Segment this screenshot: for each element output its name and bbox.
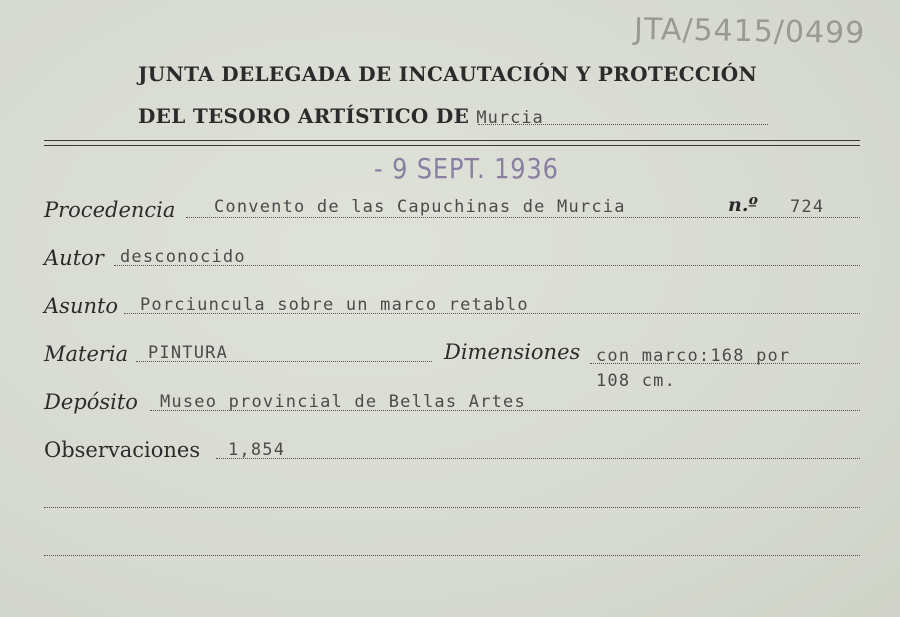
dimensiones-value-line-2: 108 cm.	[596, 371, 677, 391]
header-line-1: JUNTA DELEGADA DE INCAUTACIÓN Y PROTECCIÓN	[138, 62, 758, 86]
deposito-label: Depósito	[44, 390, 138, 414]
date-stamp: - 9 SEPT. 1936	[374, 152, 559, 185]
dimensiones-value-line-1: con marco:168 por	[596, 346, 791, 366]
observaciones-dotted-line	[216, 458, 860, 459]
reference-number: JTA/5415/0499	[633, 11, 866, 52]
header-line-2-prefix: DEL TESORO ARTÍSTICO DE	[138, 104, 470, 128]
blank-dotted-line	[44, 555, 860, 556]
procedencia-dotted-line	[186, 217, 860, 218]
autor-value: desconocido	[120, 247, 246, 267]
asunto-value: Porciuncula sobre un marco retablo	[140, 295, 529, 315]
procedencia-label: Procedencia	[44, 198, 176, 222]
deposito-value: Museo provincial de Bellas Artes	[160, 392, 526, 412]
dimensiones-label: Dimensiones	[444, 340, 581, 364]
number-label: n.º	[728, 194, 758, 216]
header-place: Murcia	[476, 108, 544, 128]
asunto-label: Asunto	[44, 294, 119, 318]
procedencia-value: Convento de las Capuchinas de Murcia	[214, 197, 626, 217]
autor-label: Autor	[44, 246, 104, 270]
materia-value: PINTURA	[148, 343, 229, 363]
observaciones-value: 1,854	[228, 440, 286, 460]
header-dotted-line	[478, 124, 768, 125]
blank-dotted-line	[44, 507, 860, 508]
catalog-number: 724	[790, 197, 825, 217]
header-rule-top	[44, 140, 860, 141]
materia-label: Materia	[44, 342, 129, 366]
observaciones-label: Observaciones	[44, 438, 201, 462]
header-rule-bottom	[44, 145, 860, 146]
